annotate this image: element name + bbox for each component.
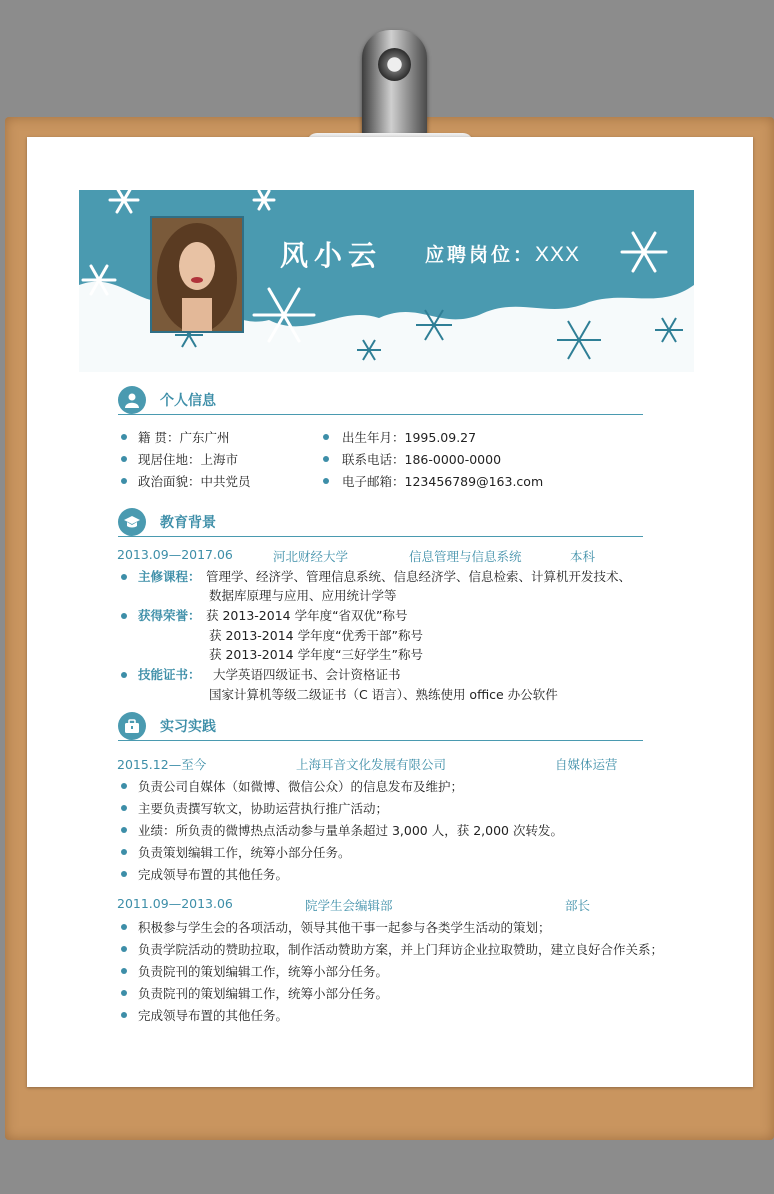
- edu-degree: 本科: [570, 549, 596, 564]
- bullet: [121, 924, 127, 930]
- bullet: [121, 434, 127, 440]
- job-item: 负责策划编辑工作，统筹小部分任务。: [138, 845, 351, 860]
- job-period: 2011.09—2013.06: [117, 896, 233, 911]
- phone: 联系电话：186-0000-0000: [342, 452, 502, 467]
- bullet: [121, 827, 127, 833]
- bullet: [121, 783, 127, 789]
- bullet: [121, 613, 127, 619]
- job-item: 负责院刊的策划编辑工作，统筹小部分任务。: [138, 986, 389, 1001]
- graduation-cap-icon: [118, 508, 146, 536]
- certs-label: 技能证书：: [138, 667, 201, 682]
- bullet: [323, 456, 329, 462]
- job-role: 部长: [565, 898, 591, 913]
- birthplace: 籍 贯：广东广州: [138, 430, 230, 445]
- bullet: [121, 990, 127, 996]
- bullet: [121, 968, 127, 974]
- honor-item: 获 2013-2014 学年度“优秀干部”称号: [209, 628, 424, 643]
- bullet: [121, 805, 127, 811]
- bullet: [121, 849, 127, 855]
- bullet: [121, 946, 127, 952]
- job-item: 完成领导布置的其他任务。: [138, 1008, 289, 1023]
- courses-label: 主修课程：: [138, 569, 201, 584]
- residence: 现居住地：上海市: [138, 452, 239, 467]
- certs-line: 国家计算机等级二级证书（C 语言）、熟练使用 office 办公软件: [209, 687, 558, 702]
- job-item: 积极参与学生会的各项活动，领导其他干事一起参与各类学生活动的策划；: [138, 920, 551, 935]
- job-label: 应聘岗位：: [425, 244, 536, 266]
- job-position: [425, 240, 580, 267]
- bullet: [323, 434, 329, 440]
- section-title: 实习实践: [160, 719, 216, 735]
- job-role: 自媒体运营: [555, 757, 618, 772]
- certs-line: 大学英语四级证书、会计资格证书: [213, 667, 401, 682]
- bullet: [121, 478, 127, 484]
- section-personal: [118, 386, 643, 414]
- job-company: 上海耳音文化发展有限公司: [296, 757, 447, 772]
- section-title: 个人信息: [160, 393, 216, 409]
- courses-line: 数据库原理与应用、应用统计学等: [209, 588, 397, 603]
- bullet: [121, 574, 127, 580]
- email: 电子邮箱：123456789@163.com: [342, 474, 544, 489]
- honors-label: 获得荣誉：: [138, 608, 201, 623]
- job-item: 负责院刊的策划编辑工作，统筹小部分任务。: [138, 964, 389, 979]
- job-company: 院学生会编辑部: [305, 898, 393, 913]
- section-education: [118, 508, 643, 536]
- job-item: 业绩：所负责的微博热点活动参与量单条超过 3,000 人，获 2,000 次转发。: [138, 823, 563, 838]
- job-value: XXX: [535, 243, 581, 266]
- section-divider: [118, 740, 643, 741]
- section-title: 教育背景: [160, 515, 216, 531]
- job-period: 2015.12—至今: [117, 757, 207, 772]
- user-icon: [118, 386, 146, 414]
- bullet: [121, 871, 127, 877]
- courses-line: 管理学、经济学、管理信息系统、信息经济学、信息检索、计算机开发技术、: [206, 569, 632, 584]
- bullet: [121, 456, 127, 462]
- section-internship: [118, 712, 643, 740]
- binder-clip-icon: [362, 30, 427, 138]
- clip-ring: [378, 48, 411, 81]
- job-item: 负责公司自媒体（如微博、微信公众）的信息发布及维护；: [138, 779, 464, 794]
- candidate-name: 风小云: [280, 239, 383, 272]
- political-status: 政治面貌：中共党员: [138, 474, 251, 489]
- profile-photo: [150, 216, 244, 333]
- briefcase-icon: [118, 712, 146, 740]
- edu-major: 信息管理与信息系统: [409, 549, 522, 564]
- job-item: 主要负责撰写软文，协助运营执行推广活动；: [138, 801, 389, 816]
- portrait-avatar: [152, 218, 242, 331]
- bullet: [323, 478, 329, 484]
- honor-item: 获 2013-2014 学年度“省双优”称号: [206, 608, 408, 623]
- job-item: 负责学院活动的赞助拉取，制作活动赞助方案，并上门拜访企业拉取赞助，建立良好合作关系；: [138, 942, 664, 957]
- birth-date: 出生年月：1995.09.27: [342, 430, 477, 445]
- edu-period: 2013.09—2017.06: [117, 547, 233, 562]
- section-divider: [118, 414, 643, 415]
- bullet: [121, 1012, 127, 1018]
- honor-item: 获 2013-2014 学年度“三好学生”称号: [209, 647, 424, 662]
- edu-school: 河北财经大学: [273, 549, 349, 564]
- bullet: [121, 672, 127, 678]
- job-item: 完成领导布置的其他任务。: [138, 867, 289, 882]
- section-divider: [118, 536, 643, 537]
